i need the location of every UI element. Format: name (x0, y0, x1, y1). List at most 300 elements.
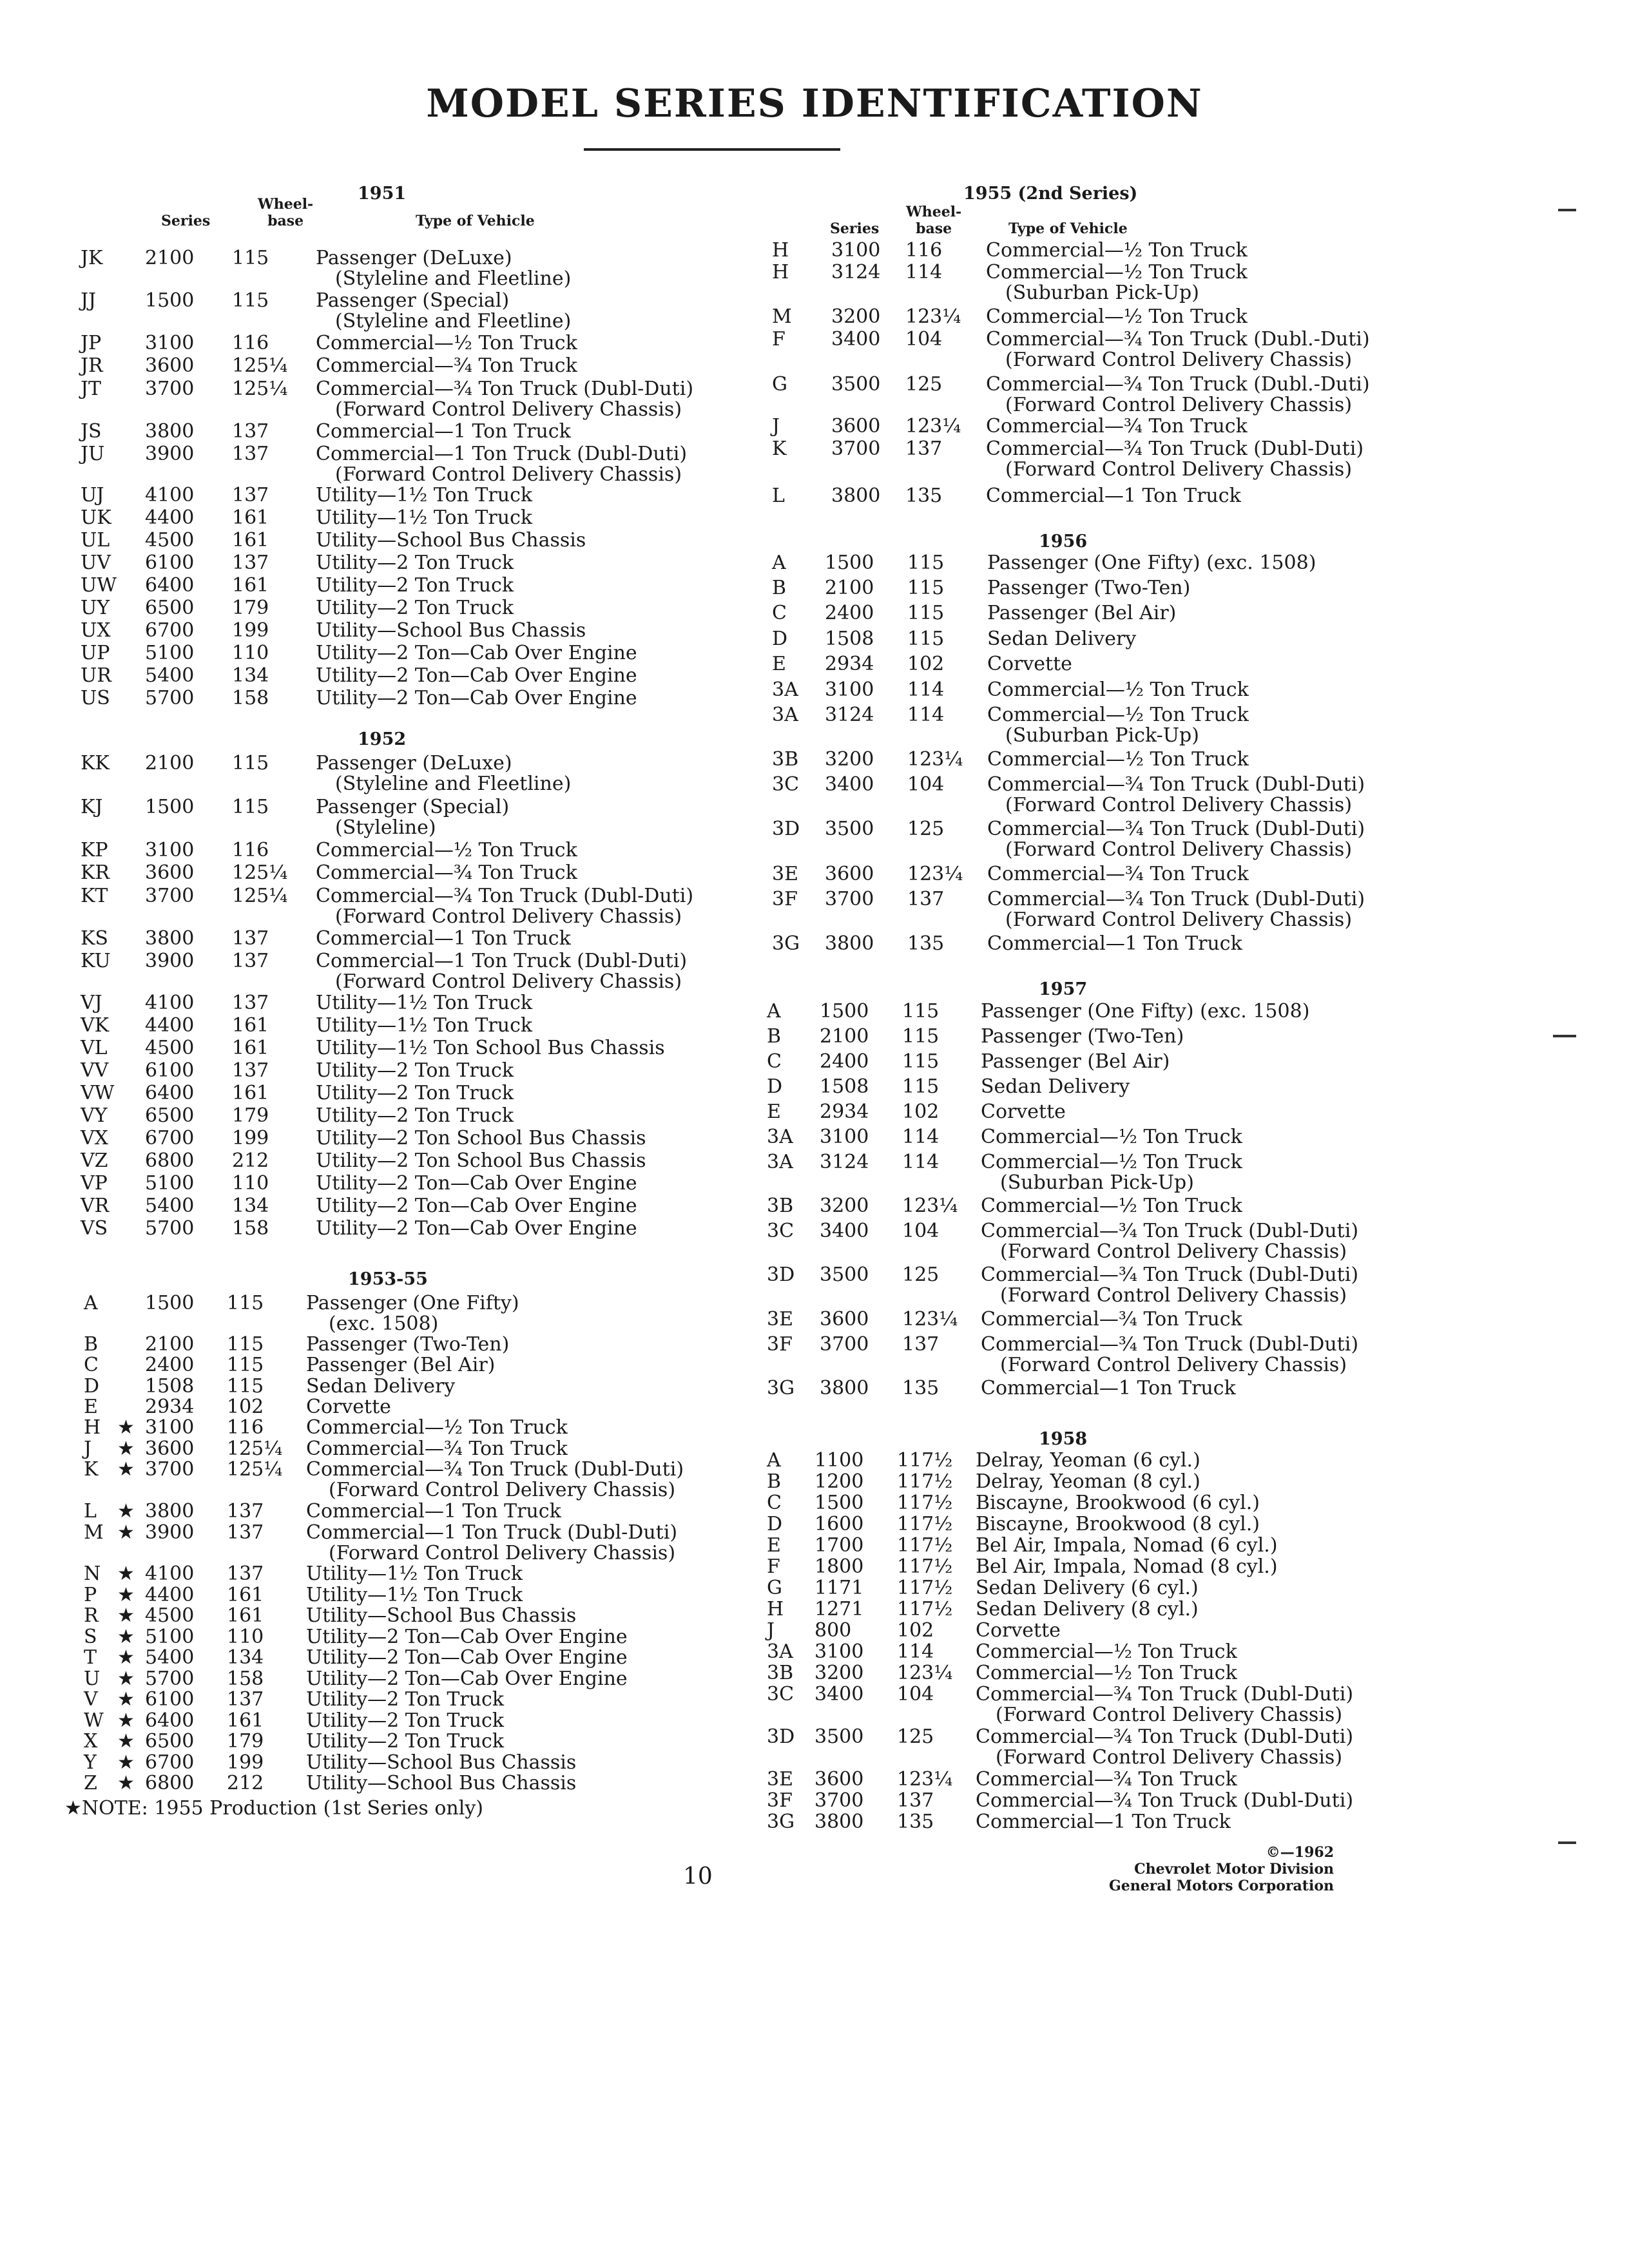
model-code: 3C (772, 773, 800, 796)
vehicle-type: Commercial—1 Ton Truck (Dubl-Duti) (316, 443, 688, 465)
vehicle-type: Commercial—¾ Ton Truck (Dubl-Duti) (976, 1789, 1354, 1812)
model-code: VZ (81, 1149, 108, 1172)
table-row (728, 1514, 1469, 1537)
series-number: 6700 (145, 619, 195, 642)
table-row (0, 950, 741, 993)
vehicle-type: Utility—2 Ton—Cab Over Engine (306, 1626, 628, 1648)
model-code: US (81, 687, 110, 709)
wheelbase: 115 (232, 752, 269, 774)
series-number: 6100 (145, 1059, 195, 1082)
table-row (0, 840, 741, 863)
vehicle-type: Commercial—1 Ton Truck (Dubl-Duti) (306, 1521, 678, 1544)
vehicle-type: Commercial—1 Ton Truck (Dubl-Duti) (316, 950, 688, 972)
vehicle-type: Passenger (One Fifty) (exc. 1508) (981, 1000, 1310, 1023)
vehicle-type: Corvette (987, 653, 1072, 675)
vehicle-type: Passenger (Two-Ten) (981, 1025, 1184, 1048)
table-row (728, 577, 1469, 601)
model-code: L (772, 485, 785, 507)
vehicle-type: Commercial—½ Ton Truck (987, 678, 1249, 701)
series-number: 6400 (145, 1082, 195, 1104)
model-code: C (772, 602, 787, 624)
series-number: 3700 (825, 888, 874, 910)
vehicle-type: Utility—2 Ton—Cab Over Engine (316, 687, 637, 709)
vehicle-type: Utility—1½ Ton Truck (306, 1584, 523, 1606)
section-year: 1958 (1039, 1429, 1088, 1449)
series-number: 3100 (820, 1126, 869, 1148)
wheelbase: 117½ (897, 1598, 953, 1620)
wheelbase: 161 (232, 1082, 269, 1104)
wheelbase: 117½ (897, 1534, 953, 1557)
model-code: JP (81, 332, 102, 354)
vehicle-type: Corvette (976, 1619, 1061, 1642)
vehicle-type: Commercial—¾ Ton Truck (Dubl-Duti) (306, 1458, 684, 1481)
model-code: 3D (767, 1264, 795, 1286)
wheelbase: 135 (902, 1377, 940, 1399)
star-marker: ★ (117, 1416, 135, 1439)
table-row (0, 752, 741, 795)
model-code: UJ (81, 484, 104, 506)
table-row (0, 796, 741, 839)
vehicle-type: Biscayne, Brookwood (6 cyl.) (976, 1492, 1260, 1514)
table-row (728, 485, 1469, 508)
series-number: 4100 (145, 1562, 195, 1585)
model-code: JK (81, 247, 103, 269)
table-row (0, 1060, 741, 1083)
model-code: UR (81, 664, 111, 687)
vehicle-type: Utility—1½ Ton Truck (306, 1562, 523, 1585)
wheelbase: 137 (227, 1688, 264, 1711)
series-number: 4100 (145, 992, 195, 1014)
series-number: 3500 (815, 1725, 864, 1748)
margin-mark (1553, 1035, 1576, 1037)
series-number: 3124 (831, 261, 881, 284)
series-number: 3700 (831, 437, 881, 460)
series-number: 3700 (820, 1333, 869, 1356)
model-code: JR (81, 354, 103, 377)
wheelbase: 123¼ (897, 1662, 953, 1684)
series-number: 1271 (815, 1598, 864, 1620)
model-code: 3A (767, 1151, 793, 1173)
model-code: A (767, 1449, 781, 1472)
series-number: 6400 (145, 1709, 195, 1732)
model-code: J (84, 1437, 92, 1460)
table-row (728, 416, 1469, 439)
wheelbase: 137 (232, 484, 269, 506)
model-code: VL (81, 1037, 108, 1059)
table-row (728, 1769, 1469, 1792)
table-row (728, 552, 1469, 575)
series-number: 3100 (145, 332, 195, 354)
vehicle-type: Commercial—¾ Ton Truck (Dubl-Duti) (316, 885, 694, 907)
vehicle-type: Commercial—¾ Ton Truck (Dubl-Duti) (981, 1220, 1359, 1242)
wheelbase: 161 (227, 1584, 264, 1606)
wheelbase: 116 (227, 1416, 264, 1439)
model-code: J (772, 415, 780, 437)
wheelbase: 115 (227, 1375, 264, 1398)
table-row (728, 1026, 1469, 1049)
wheelbase: 137 (905, 437, 943, 460)
model-code: D (767, 1513, 783, 1535)
wheelbase: 104 (905, 328, 943, 351)
vehicle-type-note: (Forward Control Delivery Chassis) (1005, 394, 1353, 416)
wheelbase: 115 (907, 552, 945, 574)
series-number: 5700 (145, 687, 195, 709)
vehicle-type: Commercial—¾ Ton Truck (Dubl-Duti) (987, 888, 1365, 910)
wheelbase: 114 (897, 1640, 934, 1663)
vehicle-type: Commercial—¾ Ton Truck (981, 1308, 1242, 1331)
model-code: 3D (772, 818, 800, 840)
vehicle-type-note: (Forward Control Delivery Chassis) (335, 905, 682, 928)
table-row (0, 378, 741, 421)
model-code: VY (81, 1104, 108, 1127)
vehicle-type: Sedan Delivery (6 cyl.) (976, 1577, 1199, 1599)
series-number: 1508 (145, 1375, 195, 1398)
footnote: ★NOTE: 1955 Production (1st Series only) (64, 1797, 483, 1820)
vehicle-type: Utility—2 Ton Truck (306, 1688, 505, 1711)
wheelbase: 114 (907, 704, 945, 726)
series-number: 3800 (145, 420, 195, 443)
model-code: VX (81, 1127, 109, 1149)
series-number: 3124 (820, 1151, 869, 1173)
wheelbase: 104 (897, 1683, 934, 1706)
vehicle-type: Commercial—½ Ton Truck (981, 1151, 1242, 1173)
series-number: 800 (815, 1619, 852, 1642)
model-code: 3A (767, 1640, 793, 1663)
wheelbase: 179 (232, 1104, 269, 1127)
wheelbase: 137 (232, 420, 269, 443)
model-code: 3C (767, 1683, 795, 1706)
wheelbase: 117½ (897, 1470, 953, 1493)
title-rule (584, 148, 840, 151)
wheelbase: 125¼ (232, 354, 288, 377)
wheelbase: 137 (227, 1521, 264, 1544)
wheelbase: 158 (232, 687, 269, 709)
model-code: 3E (767, 1308, 793, 1331)
wheelbase: 158 (232, 1217, 269, 1240)
series-number: 1500 (145, 289, 195, 312)
model-code: VS (81, 1217, 108, 1240)
section-year: 1952 (358, 729, 407, 749)
vehicle-type-note: (Forward Control Delivery Chassis) (1005, 458, 1353, 481)
table-row (0, 332, 741, 356)
vehicle-type: Utility—1½ Ton Truck (316, 484, 533, 506)
model-code: C (84, 1354, 99, 1376)
wheelbase: 179 (227, 1730, 264, 1753)
table-row (728, 328, 1469, 371)
series-number: 3400 (831, 328, 881, 351)
model-code: B (767, 1470, 782, 1493)
vehicle-type: Commercial—1 Ton Truck (976, 1811, 1231, 1833)
vehicle-type-note: (Styleline and Fleetline) (335, 267, 572, 290)
model-code: H (84, 1416, 101, 1439)
series-number: 3100 (815, 1640, 864, 1663)
wheelbase: 102 (897, 1619, 934, 1642)
wheelbase: 137 (232, 950, 269, 972)
table-row (0, 1605, 741, 1628)
series-number: 1800 (815, 1555, 864, 1578)
wheelbase: 114 (902, 1126, 940, 1148)
wheelbase: 102 (227, 1396, 264, 1418)
table-row (0, 1150, 741, 1173)
model-code: VV (81, 1059, 109, 1082)
table-row (0, 1292, 741, 1335)
series-number: 3800 (831, 485, 881, 507)
model-code: S (84, 1626, 97, 1648)
table-row (728, 1811, 1469, 1834)
series-number: 1500 (825, 552, 874, 574)
vehicle-type: Commercial—½ Ton Truck (987, 704, 1249, 726)
table-row (0, 928, 741, 951)
table-row (728, 261, 1469, 304)
model-code: 3A (772, 704, 798, 726)
model-code: F (772, 328, 786, 351)
table-row (728, 1683, 1469, 1726)
table-row (0, 1128, 741, 1151)
series-number: 3800 (815, 1811, 864, 1833)
vehicle-type: Passenger (One Fifty) (306, 1292, 519, 1314)
model-code: UP (81, 642, 110, 664)
series-number: 3600 (825, 863, 874, 885)
model-code: P (84, 1584, 97, 1606)
wheelbase: 134 (232, 1195, 269, 1217)
table-row (0, 1218, 741, 1241)
table-row (0, 642, 741, 666)
vehicle-type: Commercial—½ Ton Truck (316, 332, 577, 354)
vehicle-type: Commercial—½ Ton Truck (986, 261, 1248, 284)
series-number: 6500 (145, 1104, 195, 1127)
series-number: 5100 (145, 642, 195, 664)
table-row (728, 1333, 1469, 1376)
table-row (728, 1076, 1469, 1099)
series-number: 3200 (831, 305, 881, 328)
wheelbase: 115 (232, 247, 269, 269)
wheelbase: 110 (232, 1172, 269, 1195)
wheelbase: 123¼ (902, 1308, 958, 1331)
table-row (728, 1535, 1469, 1558)
wheelbase: 125 (902, 1264, 940, 1286)
wheelbase: 125 (905, 373, 943, 396)
wheelbase: 161 (227, 1709, 264, 1732)
model-code: U (84, 1667, 101, 1690)
table-row (728, 863, 1469, 887)
vehicle-type: Commercial—¾ Ton Truck (316, 861, 577, 884)
series-number: 3800 (820, 1377, 869, 1399)
model-code: VP (81, 1172, 108, 1195)
table-row (728, 888, 1469, 931)
vehicle-type: Utility—2 Ton Truck (306, 1709, 505, 1732)
model-code: N (84, 1562, 101, 1585)
table-row (0, 1501, 741, 1524)
vehicle-type-note: (Suburban Pick-Up) (1000, 1171, 1194, 1194)
vehicle-type-note: (Forward Control Delivery Chassis) (996, 1746, 1343, 1769)
vehicle-type: Commercial—¾ Ton Truck (Dubl-Duti) (981, 1333, 1359, 1356)
table-row (728, 1577, 1469, 1600)
credit-corporation: General Motors Corporation (1108, 1878, 1334, 1894)
table-row (0, 687, 741, 711)
model-code: E (84, 1396, 98, 1418)
vehicle-type: Utility—2 Ton—Cab Over Engine (306, 1667, 628, 1690)
model-code: UV (81, 552, 111, 574)
model-code: M (772, 305, 792, 328)
header-type: Type of Vehicle (416, 213, 535, 229)
series-number: 3800 (145, 1500, 195, 1523)
model-code: 3B (767, 1195, 794, 1217)
model-code: Z (84, 1772, 97, 1794)
series-number: 5100 (145, 1172, 195, 1195)
vehicle-type: Utility—1½ Ton Truck (316, 506, 533, 529)
page-number: 10 (683, 1863, 713, 1890)
vehicle-type: Commercial—¾ Ton Truck (987, 863, 1249, 885)
vehicle-type: Utility—2 Ton School Bus Chassis (316, 1149, 646, 1172)
vehicle-type: Commercial—½ Ton Truck (986, 305, 1248, 328)
vehicle-type-note: (Forward Control Delivery Chassis) (1005, 349, 1353, 371)
model-code: D (767, 1075, 783, 1098)
section-year: 1956 (1039, 532, 1088, 552)
series-number: 3600 (815, 1768, 864, 1791)
series-number: 3900 (145, 443, 195, 465)
model-code: J (767, 1619, 775, 1642)
series-number: 6400 (145, 574, 195, 597)
series-number: 1500 (145, 796, 195, 818)
wheelbase: 179 (232, 597, 269, 619)
model-code: F (767, 1555, 780, 1578)
wheelbase: 102 (907, 653, 945, 675)
wheelbase: 117½ (897, 1555, 953, 1578)
table-row (0, 507, 741, 530)
series-number: 3600 (145, 861, 195, 884)
wheelbase: 114 (907, 678, 945, 701)
vehicle-type: Utility—2 Ton—Cab Over Engine (316, 664, 637, 687)
table-row (728, 1001, 1469, 1024)
table-row (0, 862, 741, 885)
series-number: 6800 (145, 1772, 195, 1794)
table-row (728, 1790, 1469, 1813)
wheelbase: 137 (232, 992, 269, 1014)
vehicle-type-note: (Suburban Pick-Up) (1005, 282, 1199, 304)
wheelbase: 134 (232, 664, 269, 687)
series-number: 3400 (825, 773, 874, 796)
table-row (728, 1378, 1469, 1401)
vehicle-type: Utility—2 Ton—Cab Over Engine (316, 642, 637, 664)
model-code: VK (81, 1014, 110, 1037)
wheelbase: 135 (907, 932, 945, 955)
model-code: H (772, 239, 789, 262)
table-row (0, 1731, 741, 1754)
vehicle-type: Commercial—¾ Ton Truck (Dubl.-Duti) (986, 373, 1370, 396)
wheelbase: 104 (902, 1220, 940, 1242)
vehicle-type: Commercial—¾ Ton Truck (Dubl-Duti) (987, 818, 1365, 840)
table-row (728, 1556, 1469, 1579)
table-row (0, 1521, 741, 1564)
model-code: C (767, 1492, 782, 1514)
header-series: Series (830, 220, 880, 237)
series-number: 3200 (820, 1195, 869, 1217)
table-row (0, 421, 741, 444)
series-number: 2100 (825, 577, 874, 599)
wheelbase: 123¼ (905, 305, 961, 328)
vehicle-type: Corvette (981, 1100, 1066, 1123)
star-marker: ★ (117, 1772, 135, 1794)
series-number: 5700 (145, 1217, 195, 1240)
section-year: 1953-55 (348, 1269, 428, 1289)
vehicle-type-note: (Styleline and Fleetline) (335, 773, 572, 795)
star-marker: ★ (117, 1667, 135, 1690)
wheelbase: 125¼ (232, 378, 288, 400)
model-code: JS (81, 420, 102, 443)
vehicle-type: Passenger (Bel Air) (987, 602, 1177, 624)
star-marker: ★ (117, 1458, 135, 1481)
series-number: 3900 (145, 950, 195, 972)
series-number: 1700 (815, 1534, 864, 1557)
header-wheelbase-line2: base (916, 220, 952, 237)
model-code: VR (81, 1195, 110, 1217)
model-code: KT (81, 885, 108, 907)
table-row (728, 1220, 1469, 1263)
wheelbase: 137 (907, 888, 945, 910)
model-code: 3G (772, 932, 800, 955)
model-code: JU (81, 443, 105, 465)
table-row (0, 247, 741, 290)
series-number: 5400 (145, 1646, 195, 1669)
model-code: V (84, 1688, 98, 1711)
series-number: 6500 (145, 597, 195, 619)
table-row (728, 679, 1469, 702)
wheelbase: 115 (232, 289, 269, 312)
wheelbase: 125¼ (232, 885, 288, 907)
series-number: 3600 (145, 1437, 195, 1460)
vehicle-type: Passenger (Special) (316, 796, 510, 818)
model-code: UX (81, 619, 111, 642)
series-number: 2400 (820, 1050, 869, 1073)
table-row (728, 773, 1469, 816)
vehicle-type: Passenger (Two-Ten) (306, 1333, 510, 1356)
vehicle-type: Utility—School Bus Chassis (306, 1604, 577, 1627)
model-code: UW (81, 574, 117, 597)
model-code: X (84, 1730, 98, 1753)
vehicle-type-note: (Forward Control Delivery Chassis) (1000, 1284, 1347, 1307)
table-row (728, 1264, 1469, 1307)
wheelbase: 161 (232, 1014, 269, 1037)
wheelbase: 137 (902, 1333, 940, 1356)
table-row (0, 620, 741, 643)
series-number: 3200 (815, 1662, 864, 1684)
model-code: K (772, 437, 787, 460)
table-row (0, 443, 741, 486)
model-code: 3A (772, 678, 798, 701)
series-number: 1508 (825, 628, 874, 650)
series-number: 2100 (145, 247, 195, 269)
model-code: C (767, 1050, 782, 1073)
header-wheelbase-line1: Wheel- (906, 204, 962, 220)
table-row (0, 1195, 741, 1218)
vehicle-type: Commercial—½ Ton Truck (976, 1640, 1237, 1663)
wheelbase: 115 (902, 1075, 940, 1098)
vehicle-type: Commercial—¾ Ton Truck (Dubl-Duti) (316, 378, 694, 400)
table-row (0, 355, 741, 378)
vehicle-type: Commercial—¾ Ton Truck (Dubl-Duti) (976, 1725, 1354, 1748)
copyright-line: ©—1962 (1266, 1844, 1334, 1861)
vehicle-type: Commercial—¾ Ton Truck (316, 354, 577, 377)
table-row (728, 1641, 1469, 1664)
model-code: 3F (767, 1333, 793, 1356)
table-row (728, 704, 1469, 747)
model-code: JJ (81, 289, 97, 312)
series-number: 4400 (145, 1014, 195, 1037)
vehicle-type: Commercial—1 Ton Truck (316, 927, 571, 950)
vehicle-type-note: (Forward Control Delivery Chassis) (329, 1542, 676, 1564)
vehicle-type: Delray, Yeoman (6 cyl.) (976, 1449, 1200, 1472)
series-number: 3700 (145, 378, 195, 400)
